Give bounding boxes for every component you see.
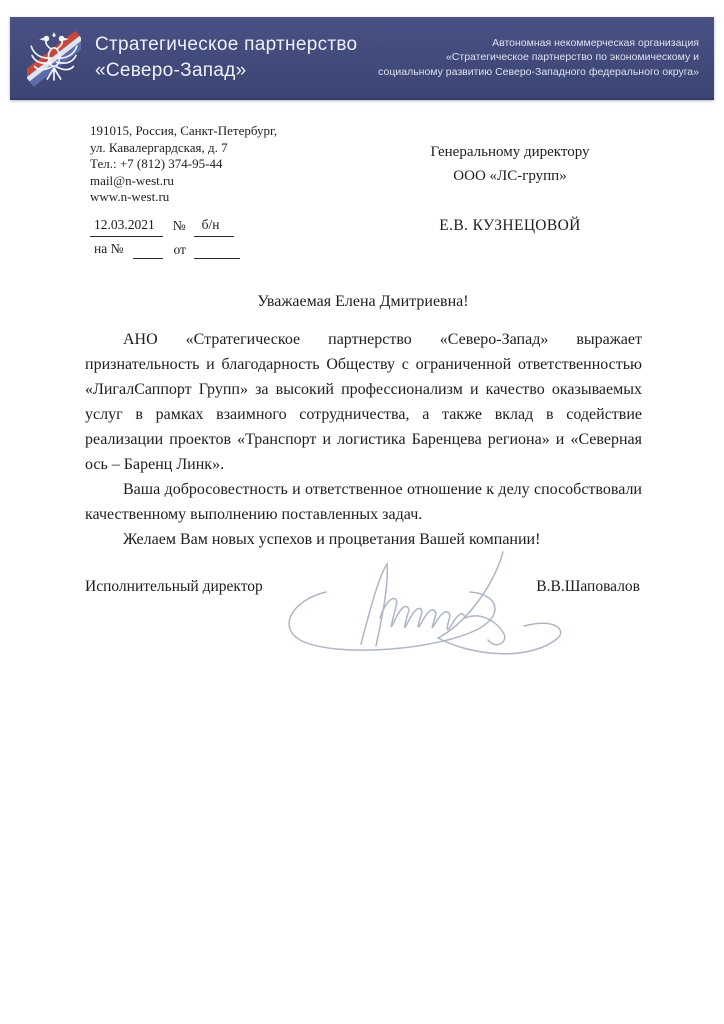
recipient-position: Генеральному директору [430,144,590,160]
signatory-position: Исполнительный директор [85,578,263,595]
org-name-line1: Автономная некоммерческая организация [492,36,699,49]
organization-title-line1: Стратегическое партнерство [95,33,358,55]
from-date-blank [194,258,240,259]
salutation: Уважаемая Елена Дмитриевна! [257,293,469,310]
sender-email: mail@n-west.ru [90,172,174,188]
signatory-name: В.В.Шаповалов [536,578,640,595]
recipient-company: ООО «ЛС-групп» [453,168,567,184]
number-label: № [172,218,186,233]
sender-website: www.n-west.ru [90,189,170,204]
reply-to-label: на № [94,241,124,256]
recipient-name: Е.В. КУЗНЕЦОВОЙ [439,217,581,234]
org-name-line3: социальному развитию Северо-Западного федерального округа» [378,65,699,78]
sender-address-line2: ул. Кавалергардская, д. 7 [90,139,228,155]
sender-address-block [90,123,277,206]
letter-paragraph: Желаем Вам новых успехов и процветания Вашей компании! [123,531,541,548]
letter-body [85,327,642,552]
letterhead-banner [10,17,714,100]
recipient-block [395,140,625,238]
sender-phone: Тел.: +7 (812) 374-95-44 [90,156,223,171]
sender-address-line1: 191015, Россия, Санкт-Петербург, [90,123,278,138]
organization-full-name [357,36,714,80]
letter-paragraph: Ваша добросовестность и ответственное отношение к делу способствовали качественному выполнению поставленных задач. [85,481,642,523]
reference-row-reply [90,239,240,260]
double-headed-eagle-logo-icon [27,29,81,87]
letter-paragraph: АНО «Стратегическое партнерство «Северо-Запад» выражает признательность и благодарность Обществу с ограниченной ответственностью «ЛигалСаппорт Групп» за высокий профессионализм и качество оказываемых услуг в рамках взаимного сотрудничества, а также вклад в содействие реализации проектов «Транспорт и логистика Баренцева региона» и «Северная ось – Баренц Линк». [85,331,642,473]
from-label: от [173,242,186,257]
org-name-line2: «Стратегическое партнерство по экономическому и [445,51,699,64]
reference-row-date [90,215,240,237]
number-value: б/н [194,215,234,237]
organization-title-line2: «Северо-Запад» [95,59,247,81]
reply-number-blank [133,258,163,259]
letter-date: 12.03.2021 [90,215,163,237]
reference-block [90,215,240,260]
handwritten-signature [268,542,568,672]
organization-title [95,32,357,84]
